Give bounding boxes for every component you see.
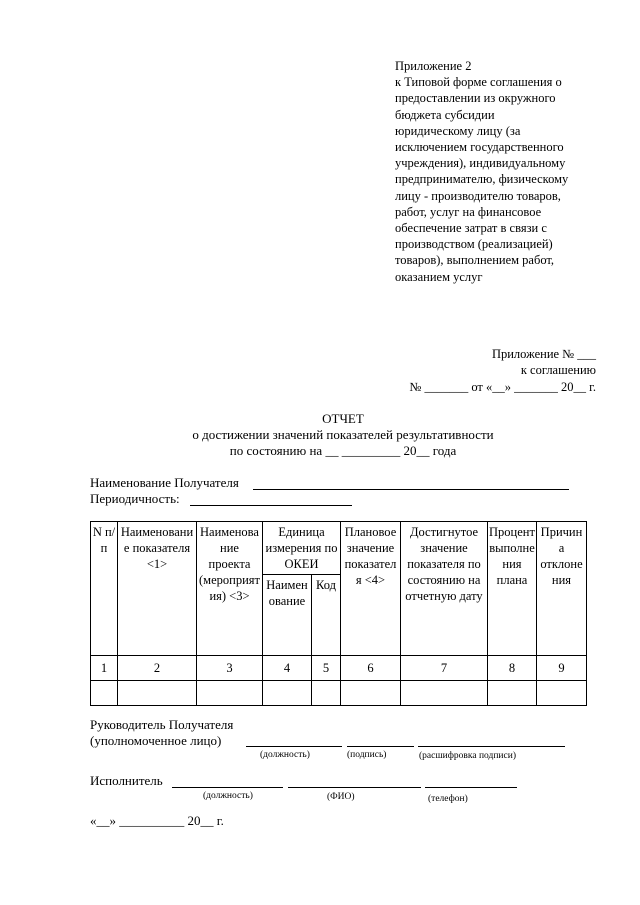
appendix-note	[395, 58, 610, 285]
column-number: 5	[312, 656, 341, 681]
appendix-line: производством (реализацией)	[395, 237, 553, 252]
table-cell[interactable]	[263, 681, 312, 706]
caption-position: (должность)	[260, 750, 310, 760]
table-cell[interactable]	[401, 681, 488, 706]
caption-exec-position: (должность)	[203, 791, 253, 801]
caption-exec-name: (ФИО)	[327, 792, 355, 802]
report-subtitle: о достижении значений показателей результативности	[192, 427, 494, 442]
report-title: ОТЧЕТ	[322, 411, 364, 426]
header-reason: Причина отклонения	[537, 522, 587, 656]
agreement-number-date: № _______ от «__» _______ 20__ г.	[409, 380, 596, 394]
head-position-field[interactable]	[246, 746, 342, 747]
appendix-line: учреждения), индивидуальному	[395, 156, 566, 171]
header-unit: Единица измерения по ОКЕИ	[263, 522, 341, 575]
recipient-label: Наименование Получателя	[90, 475, 239, 490]
agreement-appendix-number: Приложение № ___	[491, 347, 596, 361]
column-number: 3	[197, 656, 263, 681]
header-project: Наименование проекта (мероприятия) <3>	[197, 522, 263, 656]
agreement-label: к соглашению	[520, 363, 596, 377]
head-label: Руководитель Получателя	[90, 717, 234, 732]
table-cell[interactable]	[488, 681, 537, 706]
table-cell[interactable]	[91, 681, 118, 706]
indicators-table	[90, 521, 587, 706]
date-line: «__» __________ 20__ г.	[90, 813, 224, 828]
appendix-line: предоставлении из окружного	[395, 91, 556, 106]
header-number: N п/п	[91, 522, 118, 656]
table-cell[interactable]	[197, 681, 263, 706]
column-number: 9	[537, 656, 587, 681]
recipient-field[interactable]	[253, 489, 569, 490]
periodicity-label: Периодичность:	[90, 491, 180, 506]
appendix-line: предпринимателю, физическому	[395, 172, 569, 187]
caption-decoding: (расшифровка подписи)	[419, 751, 516, 761]
header-achieved: Достигнутое значение показателя по состоянию на отчетную дату	[401, 522, 488, 656]
appendix-line: бюджета субсидии	[395, 107, 495, 122]
appendix-line: к Типовой форме соглашения о	[395, 75, 562, 90]
header-unit-name: Наименование	[263, 575, 312, 656]
executor-position-field[interactable]	[172, 787, 283, 788]
head-decoding-field[interactable]	[418, 746, 565, 747]
appendix-line: оказанием услуг	[395, 269, 483, 284]
caption-signature: (подпись)	[347, 750, 387, 760]
header-unit-code: Код	[312, 575, 341, 656]
executor-phone-field[interactable]	[425, 787, 517, 788]
appendix-line: исключением государственного	[395, 140, 564, 155]
appendix-line: лицу - производителю товаров,	[395, 188, 561, 203]
column-number: 6	[341, 656, 401, 681]
table-cell[interactable]	[312, 681, 341, 706]
table-cell[interactable]	[341, 681, 401, 706]
executor-label: Исполнитель	[90, 773, 163, 788]
table-cell[interactable]	[537, 681, 587, 706]
executor-name-field[interactable]	[288, 787, 421, 788]
periodicity-field[interactable]	[190, 505, 352, 506]
column-number: 4	[263, 656, 312, 681]
appendix-line: Приложение 2	[395, 59, 472, 73]
head-signature-field[interactable]	[347, 746, 414, 747]
report-as-of: по состоянию на __ _________ 20__ года	[229, 443, 457, 458]
appendix-line: товаров), выполнением работ,	[395, 253, 555, 268]
appendix-line: обеспечение затрат в связи с	[395, 221, 547, 236]
header-percent: Процент выполнения плана	[488, 522, 537, 656]
column-number: 8	[488, 656, 537, 681]
caption-exec-phone: (телефон)	[428, 794, 468, 804]
column-number: 2	[118, 656, 197, 681]
appendix-line: работ, услуг на финансовое	[395, 204, 542, 219]
header-planned: Плановое значение показателя <4>	[341, 522, 401, 656]
table-cell[interactable]	[118, 681, 197, 706]
column-number: 1	[91, 656, 118, 681]
head-label-sub: (уполномоченное лицо)	[90, 733, 222, 748]
column-number: 7	[401, 656, 488, 681]
table-row	[91, 681, 587, 706]
header-indicator: Наименование показателя <1>	[118, 522, 197, 656]
appendix-line: юридическому лицу (за	[395, 123, 521, 138]
